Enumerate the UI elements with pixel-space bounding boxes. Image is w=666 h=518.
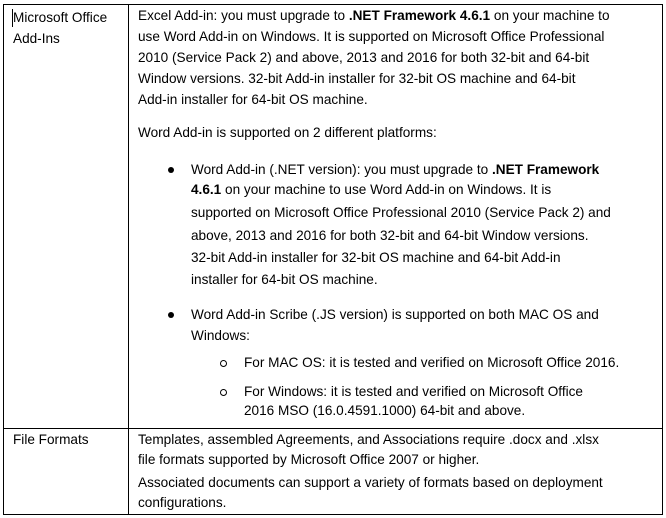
column-divider <box>128 4 129 515</box>
sub-bullet-icon <box>220 389 227 396</box>
text: use Word Add-in on Windows. It is supported on Microsoft Office Professional <box>138 29 605 44</box>
file-formats-p2: configurations. <box>138 495 227 510</box>
text: installer for 64-bit OS machine. <box>191 272 378 287</box>
text: 32-bit Add-in installer for 32-bit OS machine and 64-bit Add-in <box>191 250 561 265</box>
text: Add-in installer for 64-bit OS machine. <box>138 92 368 107</box>
table-right-border <box>662 4 663 515</box>
text: Window versions. 32-bit Add-in installer for 32-bit OS machine and 64-bit <box>138 71 576 86</box>
text: on your machine to use Word Add-in on Windows. It is <box>221 182 552 197</box>
text-line <box>191 271 378 289</box>
text-line <box>191 249 561 267</box>
sub-bullet-mac: For MAC OS: it is tested and verified on Microsoft Office 2016. <box>244 355 620 370</box>
text-line <box>138 49 589 67</box>
text-line <box>191 181 551 199</box>
sub-bullet-windows: 2016 MSO (16.0.4591.1000) 64-bit and above. <box>244 403 526 418</box>
text-line <box>138 28 604 46</box>
text: Excel Add-in: you must upgrade to <box>138 8 349 23</box>
bold-text: .NET Framework 4.6.1 <box>348 8 491 23</box>
sub-bullet-icon <box>220 360 227 367</box>
text-line <box>138 7 610 25</box>
row-divider <box>3 428 663 429</box>
bold-text: .NET Framework <box>491 162 600 177</box>
bullet-icon <box>168 312 174 318</box>
table-top-border <box>3 4 663 5</box>
file-formats-p1: file formats supported by Microsoft Office 2007 or higher. <box>138 452 480 467</box>
bullet-js-line: Windows: <box>191 328 250 343</box>
bullet-icon <box>168 167 174 173</box>
text: Word Add-in (.NET version): you must upgrade to <box>191 162 492 177</box>
file-formats-p1: Templates, assembled Agreements, and Associations require .docx and .xlsx <box>138 432 599 447</box>
file-formats-p2: Associated documents can support a variety of formats based on deployment <box>138 475 603 490</box>
sub-bullet-windows: For Windows: it is tested and verified on Microsoft Office <box>244 384 583 399</box>
text-line <box>191 204 611 222</box>
word-intro: Word Add-in is supported on 2 different platforms: <box>138 125 437 140</box>
text: 2010 (Service Pack 2) and above, 2013 and 2016 for both 32-bit and 64-bit <box>138 50 590 65</box>
row-label: Microsoft Office <box>13 10 108 25</box>
bold-text: 4.6.1 <box>191 182 222 197</box>
table-bottom-border <box>3 514 663 515</box>
text-line <box>138 70 575 88</box>
text: above, 2013 and 2016 for both 32-bit and 64-bit Window versions. <box>191 228 589 243</box>
row-label: Add-Ins <box>13 31 60 46</box>
text-line <box>191 161 599 179</box>
table-left-border <box>3 4 4 515</box>
text-line <box>138 91 368 109</box>
text: on your machine to <box>490 8 610 23</box>
text: supported on Microsoft Office Professional 2010 (Service Pack 2) and <box>191 205 611 220</box>
row-label: File Formats <box>13 432 89 447</box>
text-line <box>191 227 589 245</box>
bullet-js-line: Word Add-in Scribe (.JS version) is supported on both MAC OS and <box>191 307 599 322</box>
